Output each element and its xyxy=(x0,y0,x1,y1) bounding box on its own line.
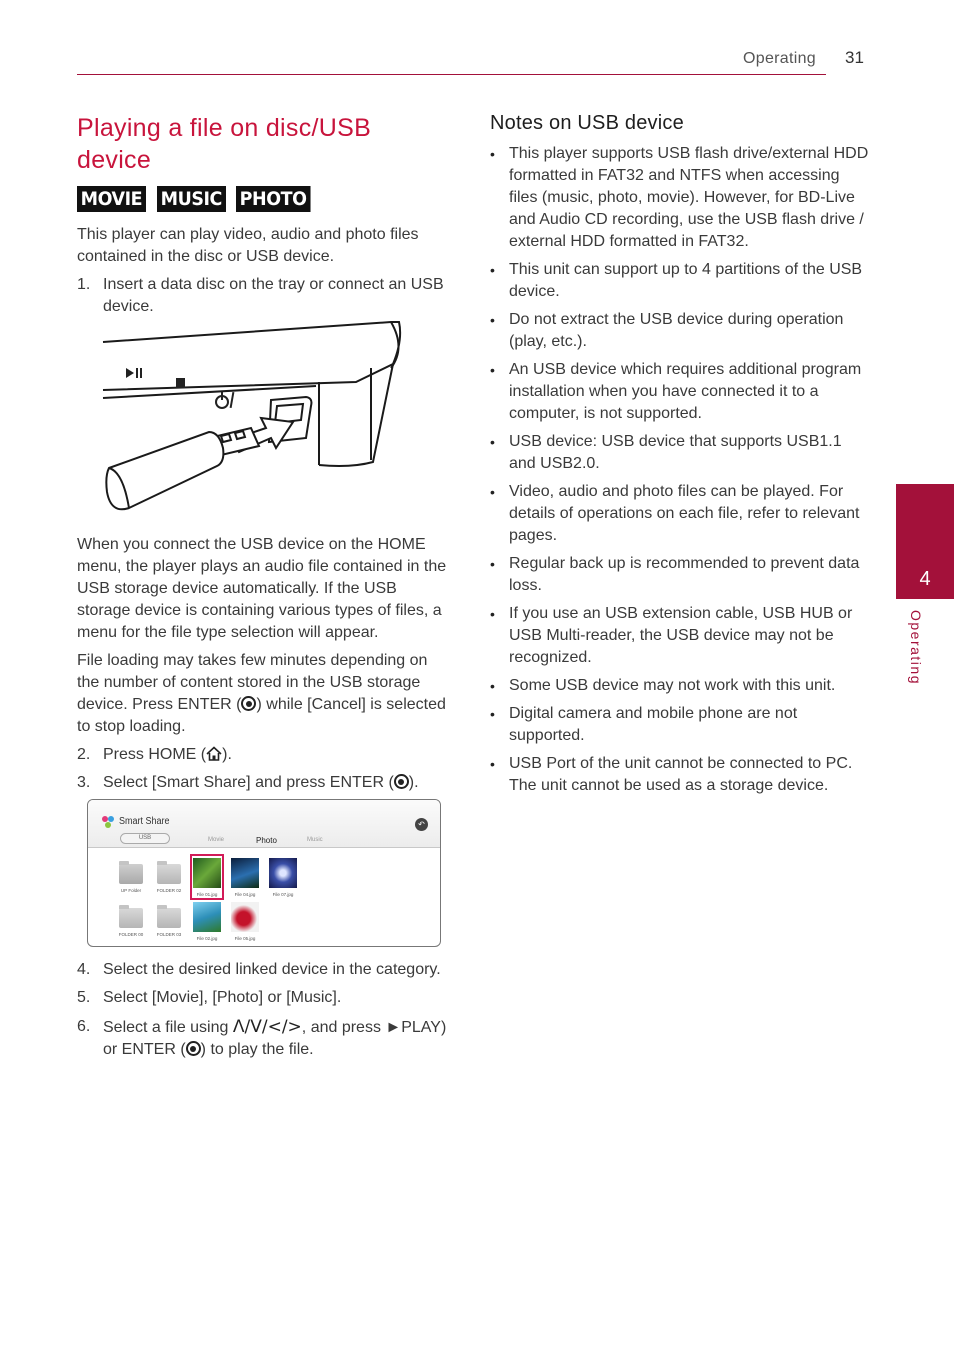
photo-thumbnail xyxy=(269,858,297,888)
page-number: 31 xyxy=(845,48,864,67)
step-1: 1. Insert a data disc on the tray or connect an USB device. xyxy=(77,276,444,315)
loading-paragraph: File loading may takes few minutes depending on the number of content stored in the USB storage device. Press ENTER ( ) while [Cancel] is selected to stop loading. xyxy=(77,652,446,735)
file-item[interactable]: File 07.jpg xyxy=(266,858,300,897)
chapter-label: Operating xyxy=(908,610,924,685)
list-item: • Regular back up is recommended to prevent data loss. xyxy=(490,555,860,594)
list-item: • USB Port of the unit cannot be connected to PC. The unit cannot be used as a storage device. xyxy=(490,755,853,794)
photo-badge: PHOTO xyxy=(236,186,310,212)
list-item: • USB device: USB device that supports USB1.1 and USB2.0. xyxy=(490,433,842,472)
list-item: • Do not extract the USB device during operation (play, etc.). xyxy=(490,311,844,350)
music-badge: MUSIC xyxy=(157,186,226,212)
tab-music[interactable]: Music xyxy=(307,837,323,843)
folder-icon xyxy=(119,908,143,928)
stop-icon xyxy=(176,378,185,388)
photo-thumbnail xyxy=(193,858,221,888)
step-2: 2. Press HOME ( ). xyxy=(77,746,232,763)
usb-insertion-illustration xyxy=(101,320,431,520)
photo-thumbnail xyxy=(231,858,259,888)
photo-thumbnail xyxy=(193,902,221,932)
file-item[interactable]: FOLDER 00 xyxy=(114,902,148,937)
step-4: 4. Select the desired linked device in the category. xyxy=(77,961,441,978)
media-badges xyxy=(77,186,452,212)
section-title: Playing a file on disc/USB device xyxy=(77,114,372,174)
file-item[interactable]: File 05.jpg xyxy=(228,902,262,941)
screen-title: Smart Share xyxy=(119,816,170,827)
notes-title: Notes on USB device xyxy=(490,112,684,134)
list-item: • This player supports USB flash drive/external HDD formatted in FAT32 and NTFS when accessing files (music, photo, movie). However, for BD-Live and Audio CD recording, use the USB flash drive / external HDD formatted in FAT32. xyxy=(490,145,869,250)
list-item: • Video, audio and photo files can be played. For details of operations on each file, refer to relevant pages. xyxy=(490,483,860,544)
up-folder-icon xyxy=(119,864,143,884)
chapter-number: 4 xyxy=(919,568,931,590)
file-item[interactable]: File 01.jpg xyxy=(190,858,224,897)
smart-share-screen xyxy=(87,799,441,947)
tab-movie[interactable]: Movie xyxy=(208,837,225,843)
folder-icon xyxy=(157,908,181,928)
power-icon xyxy=(216,392,234,408)
home-icon xyxy=(206,746,222,761)
tab-photo[interactable]: Photo xyxy=(256,836,277,845)
file-item[interactable]: FOLDER 03 xyxy=(152,902,186,937)
folder-icon xyxy=(157,864,181,884)
usb-home-paragraph: When you connect the USB device on the HOME menu, the player plays an audio file contained in the USB storage device automatically. If the USB storage device is containing various types of files, a menu for the file type selection will appear. xyxy=(77,536,447,641)
right-column xyxy=(490,112,870,803)
step-3: 3. Select [Smart Share] and press ENTER ( ). xyxy=(77,774,419,791)
smart-share-logo-icon xyxy=(100,814,116,830)
enter-icon xyxy=(186,1041,201,1056)
step-6: 6. Select a file using Λ/V/</>, and press ►PLAY) or ENTER ( ) to play the file. xyxy=(77,1017,447,1058)
running-header-section: Operating xyxy=(743,50,816,67)
movie-badge: MOVIE xyxy=(77,186,146,212)
play-pause-icon xyxy=(126,368,142,378)
arrow-keys-icon: Λ/V/</> xyxy=(232,1017,302,1037)
usb-stick xyxy=(106,428,259,509)
back-icon[interactable]: ↶ xyxy=(415,818,428,831)
list-item: • Digital camera and mobile phone are not supported. xyxy=(490,705,798,744)
photo-thumbnail xyxy=(231,902,259,932)
list-item: • Some USB device may not work with this unit. xyxy=(490,677,836,694)
list-item: • If you use an USB extension cable, USB HUB or USB Multi-reader, the USB device may not be recognized. xyxy=(490,605,853,666)
step-5: 5. Select [Movie], [Photo] or [Music]. xyxy=(77,989,342,1006)
file-item[interactable]: File 02.jpg xyxy=(190,902,224,941)
list-item: • This unit can support up to 4 partitions of the USB device. xyxy=(490,261,863,300)
list-item: • An USB device which requires additional program installation when you have connected it to a computer, is not supported. xyxy=(490,361,862,422)
enter-icon xyxy=(241,696,256,711)
file-item[interactable]: FOLDER 02 xyxy=(152,858,186,893)
file-item[interactable]: File 04.jpg xyxy=(228,858,262,897)
device-usb-button[interactable]: USB xyxy=(120,833,170,844)
header-rule xyxy=(77,74,826,75)
file-item[interactable]: UP Folder xyxy=(114,858,148,893)
chapter-tab xyxy=(896,484,954,599)
screen-header xyxy=(88,800,440,848)
enter-icon xyxy=(394,774,409,789)
intro-paragraph: This player can play video, audio and photo files contained in the disc or USB device. xyxy=(77,226,419,265)
notes-list xyxy=(490,143,870,797)
